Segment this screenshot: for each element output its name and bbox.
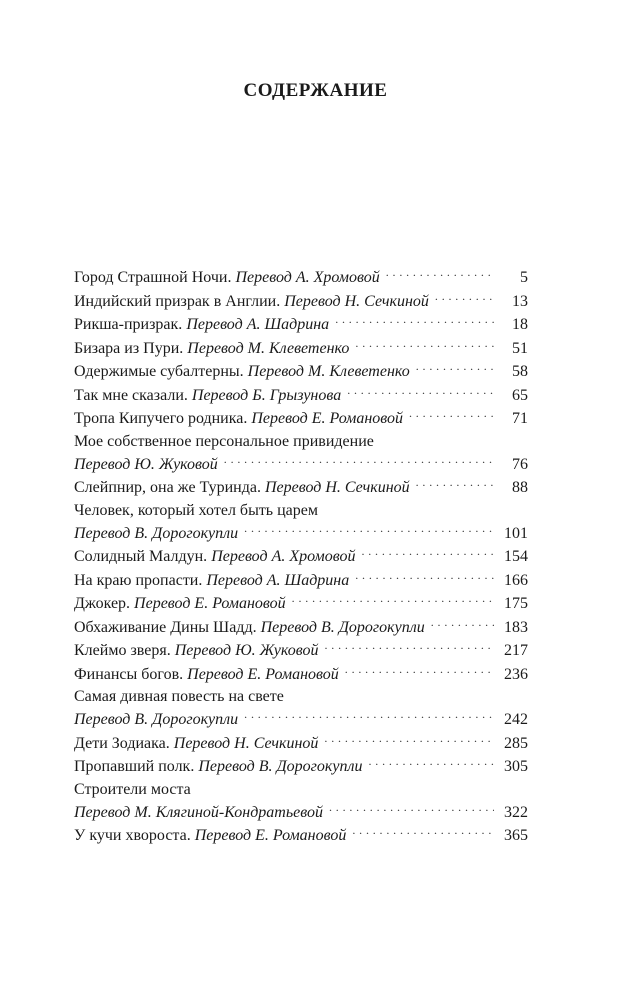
entry-translator: Перевод В. Дорогокупли [74,711,239,728]
toc-entry[interactable] [74,290,528,314]
entry-title: Обхаживание Дины Шадд. [74,618,257,636]
leader-dots [244,526,494,538]
entry-translator: Перевод В. Дорогокупли [260,618,425,636]
entry-title: Город Страшной Ночи. [74,269,232,286]
toc-entry[interactable] [74,384,528,408]
leader-dots [355,341,494,353]
entry-title: Дети Зодиака. [74,734,170,752]
entry-page-number: 217 [504,642,528,659]
entry-title: Пропавший полк. [74,758,195,775]
leader-dots [416,364,494,376]
entry-title: Человек, который хотел быть царем [74,501,318,519]
entry-title: У кучи хвороста. [74,827,191,844]
entry-page-number: 285 [504,734,528,752]
entry-translator: Перевод В. Дорогокупли [198,758,363,775]
toc-entry[interactable] [74,639,528,663]
leader-dots [324,643,494,655]
leader-dots [355,573,494,585]
leader-dots [292,596,494,608]
entry-translator: Перевод Б. Грызунова [191,386,342,404]
entry-translator: Перевод А. Шадрина [206,571,350,589]
entry-translator: Перевод М. Клеветенко [247,363,410,380]
entry-title: Клеймо зверя. [74,642,171,659]
entry-translator: Перевод Н. Сечкиной [284,292,429,310]
entry-page-number: 88 [512,479,528,496]
page-title: СОДЕРЖАНИЕ [243,80,388,101]
entry-translator: Перевод В. Дорогокупли [74,524,239,542]
entry-translator: Перевод М. Клягиной-Кондратьевой [74,803,323,821]
entry-translator: Перевод Н. Сечкиной [173,734,319,752]
entry-title: Мое собственное персональное привидение [74,432,374,450]
entry-page-number: 322 [504,803,528,821]
entry-page-number: 65 [512,386,528,404]
leader-dots [386,270,494,282]
entry-translator: Перевод А. Хромовой [211,548,356,565]
toc-entry[interactable] [74,824,528,848]
toc-entry[interactable] [74,616,528,640]
toc-entry[interactable] [74,545,528,569]
leader-dots [435,294,494,306]
toc-entry[interactable] [74,313,528,337]
entry-page-number: 166 [504,571,528,589]
entry-page-number: 101 [504,524,528,542]
entry-page-number: 175 [504,595,528,612]
table-of-contents [74,266,528,848]
entry-translator: Перевод Ю. Жуковой [174,642,319,659]
entry-page-number: 71 [512,410,528,427]
entry-translator: Перевод Е. Романовой [134,595,286,612]
entry-title: На краю пропасти. [74,571,203,589]
entry-title: Бизара из Пури. [74,339,184,357]
entry-title: Строители моста [74,780,191,798]
toc-entry[interactable] [74,732,528,756]
leader-dots [335,317,494,329]
entry-page-number: 242 [504,711,528,728]
toc-entry[interactable] [74,592,528,616]
leader-dots [431,620,494,632]
leader-dots [329,805,494,817]
toc-entry[interactable] [74,431,528,477]
entry-page-number: 51 [512,339,528,357]
leader-dots [347,388,494,400]
entry-title: Слейпнир, она же Туринда. [74,479,261,496]
entry-page-number: 76 [512,455,528,473]
toc-entry[interactable] [74,407,528,431]
toc-entry[interactable] [74,569,528,593]
leader-dots [352,828,494,840]
leader-dots [416,480,494,492]
entry-page-number: 154 [504,548,528,565]
entry-title: Солидный Малдун. [74,548,208,565]
toc-entry[interactable] [74,779,528,825]
leader-dots [345,667,494,679]
entry-page-number: 236 [504,665,528,683]
entry-page-number: 18 [512,316,528,333]
entry-page-number: 13 [512,292,528,310]
toc-entry[interactable] [74,686,528,732]
entry-translator: Перевод Е. Романовой [251,410,403,427]
entry-title: Джокер. [74,595,131,612]
entry-translator: Перевод А. Шадрина [186,316,330,333]
toc-entry[interactable] [74,337,528,361]
entry-translator: Перевод Е. Романовой [187,665,339,683]
toc-entry[interactable] [74,500,528,546]
entry-translator: Перевод Е. Романовой [194,827,347,844]
entry-title: Рикша-призрак. [74,316,183,333]
toc-entry[interactable] [74,755,528,779]
leader-dots [409,411,494,423]
entry-title: Самая дивная повесть на свете [74,688,284,705]
entry-title: Так мне сказали. [74,386,188,404]
entry-page-number: 183 [504,618,528,636]
leader-dots [368,759,494,771]
entry-title: Финансы богов. [74,665,184,683]
entry-page-number: 5 [520,269,528,286]
entry-page-number: 365 [504,827,528,844]
entry-translator: Перевод Н. Сечкиной [264,479,410,496]
entry-title: Индийский призрак в Англии. [74,292,281,310]
entry-page-number: 305 [504,758,528,775]
toc-entry[interactable] [74,476,528,500]
entry-translator: Перевод Ю. Жуковой [74,455,218,473]
toc-entry[interactable] [74,266,528,290]
entry-translator: Перевод М. Клеветенко [187,339,350,357]
entry-title: Одержимые субалтерны. [74,363,244,380]
leader-dots [361,549,494,561]
entry-page-number: 58 [512,363,528,380]
entry-title: Тропа Кипучего родника. [74,410,248,427]
toc-entry[interactable] [74,663,528,687]
entry-translator: Перевод А. Хромовой [235,269,380,286]
leader-dots [324,736,494,748]
leader-dots [244,712,494,724]
leader-dots [224,457,494,469]
toc-entry[interactable] [74,360,528,384]
